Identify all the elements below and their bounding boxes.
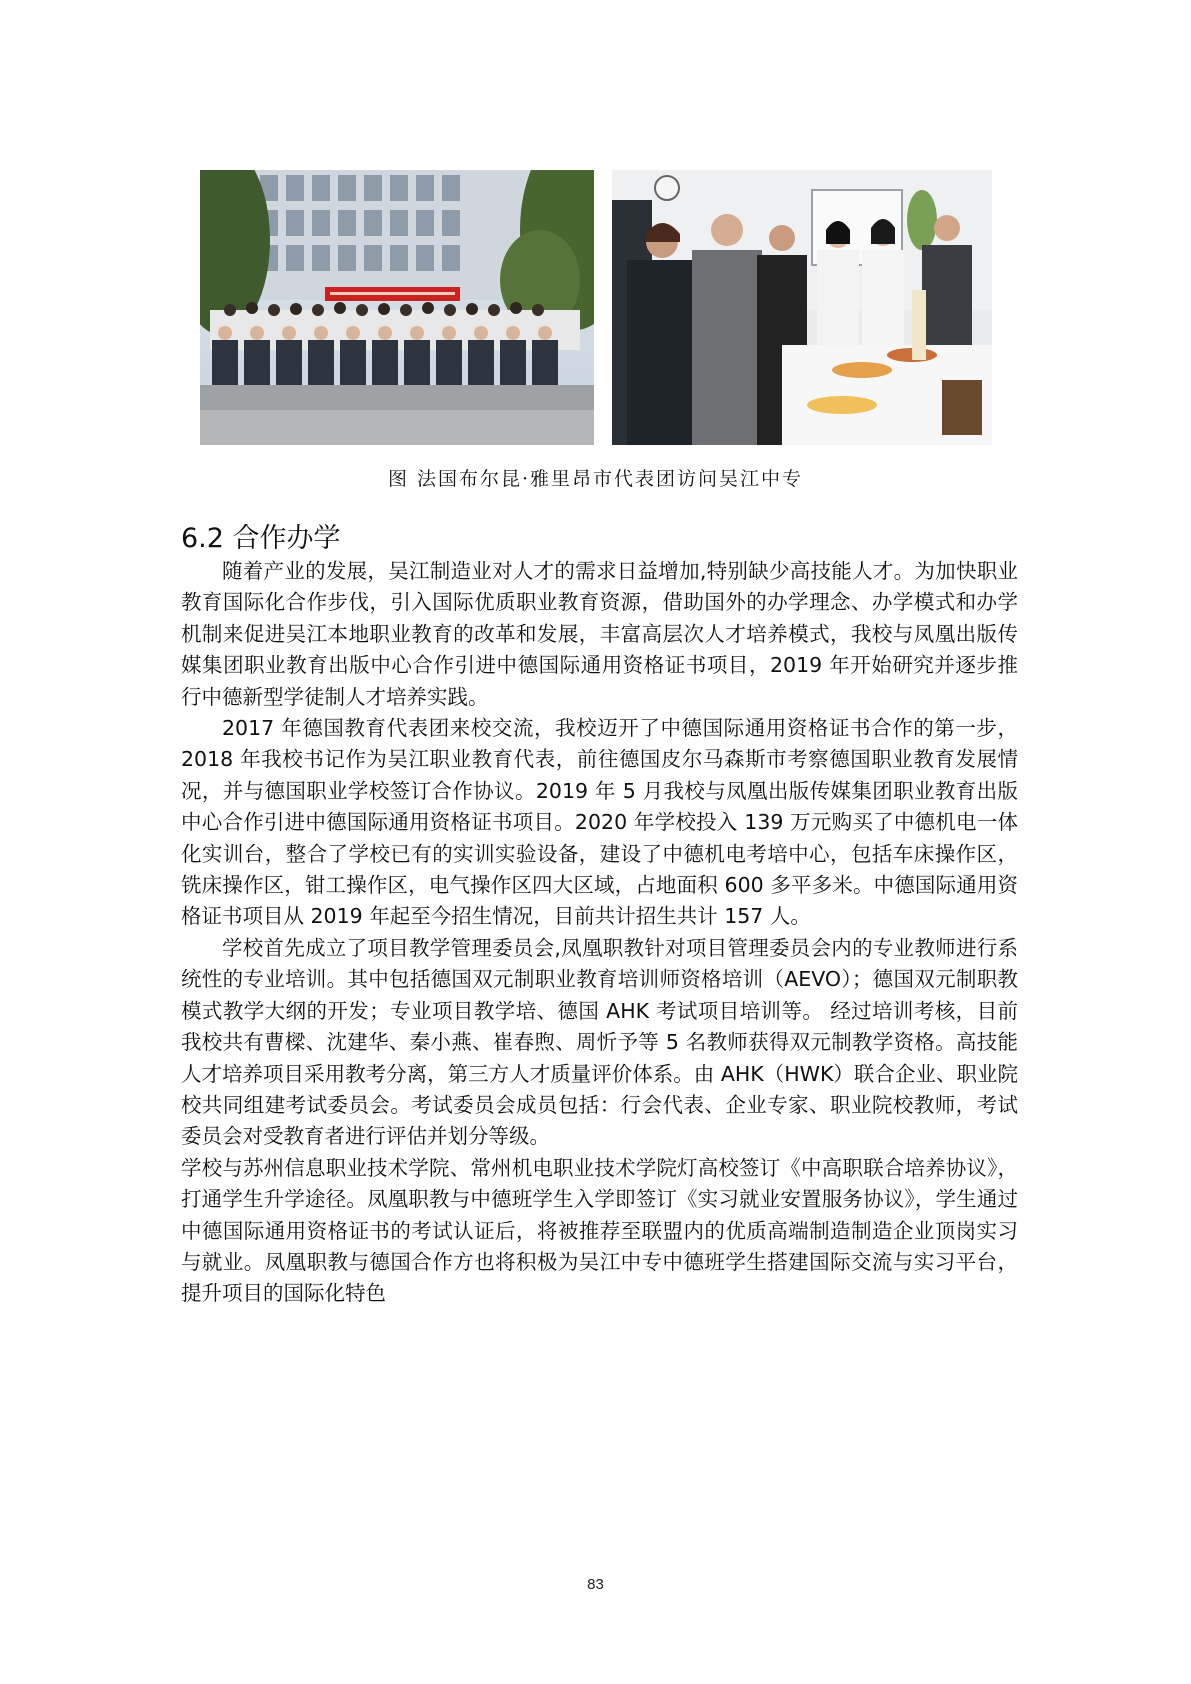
exhibition-photo-illustration [612, 170, 992, 445]
paragraph: 2017 年德国教育代表团来校交流，我校迈开了中德国际通用资格证书合作的第一步，2018 年我校书记作为吴江职业教育代表，前往德国皮尔马森斯市考察德国职业教育发展情况，并与德国职业学校签订合作协议。2019 年 5 月我校与凤凰出版传媒集团职业教育出版中心合作引进中德国际通用资格证书项目。2020 年学校投入 139 万元购买了中德机电一体化实训台，整合了学校已有的实训实验设备，建设了中德机电考培中心，包括车床操作区，铣床操作区，钳工操作区，电气操作区四大区域，占地面积 600 多平多米。中德国际通用资格证书项目从 2019 年起至今招生情况，目前共计招生共计 157 人。 [181, 716, 1018, 929]
page-number: 83 [587, 1576, 604, 1593]
group-photo-icon [200, 170, 594, 445]
exhibition-photo-icon [612, 170, 992, 445]
paragraph: 学校首先成立了项目教学管理委员会,凤凰职教针对项目管理委员会内的专业教师进行系统性的专业培训。其中包括德国双元制职业教育培训师资格培训（AEVO）；德国双元制职教模式教学大纲的开发；专业项目教学培、德国 AHK 考试项目培训等。 经过培训考核，目前我校共有曹樑、沈建华、秦小燕、崔春煦、周忻予等 5 名教师获得双元制教学资格。高技能人才培养项目采用教考分离，第三方人才质量评价体系。由 AHK（HWK）联合企业、职业院校共同组建考试委员会。考试委员会成员包括：行会代表、企业专家、职业院校教师，考试委员会对受教育者进行评估并划分等级。 [181, 935, 1018, 1149]
paragraph: 学校与苏州信息职业技术学院、常州机电职业技术学院灯高校签订《中高职联合培养协议》，打通学生升学途径。凤凰职教与中德班学生入学即签订《实习就业安置服务协议》，学生通过中德国际通用资格证书的考试认证后，将被推荐至联盟内的优质高端制造制造企业顶岗实习与就业。凤凰职教与德国合作方也将积极为吴江中专中德班学生搭建国际交流与实习平台，提升项目的国际化特色 [181, 1155, 1018, 1306]
body-text [181, 556, 1018, 1310]
paragraph: 随着产业的发展，吴江制造业对人才的需求日益增加,特别缺少高技能人才。为加快职业教育国际化合作步伐，引入国际优质职业教育资源，借助国外的办学理念、办学模式和办学机制来促进吴江本地职业教育的改革和发展，丰富高层次人才培养模式，我校与凤凰出版传媒集团职业教育出版中心合作引进中德国际通用资格证书项目，2019 年开始研究并逐步推行中德新型学徒制人才培养实践。 [181, 559, 1018, 709]
figure-caption: 图 法国布尔昆·雅里昂市代表团访问吴江中专 [387, 468, 804, 490]
group-photo-illustration [200, 170, 594, 445]
section-title: 6.2 合作办学 [181, 523, 341, 554]
